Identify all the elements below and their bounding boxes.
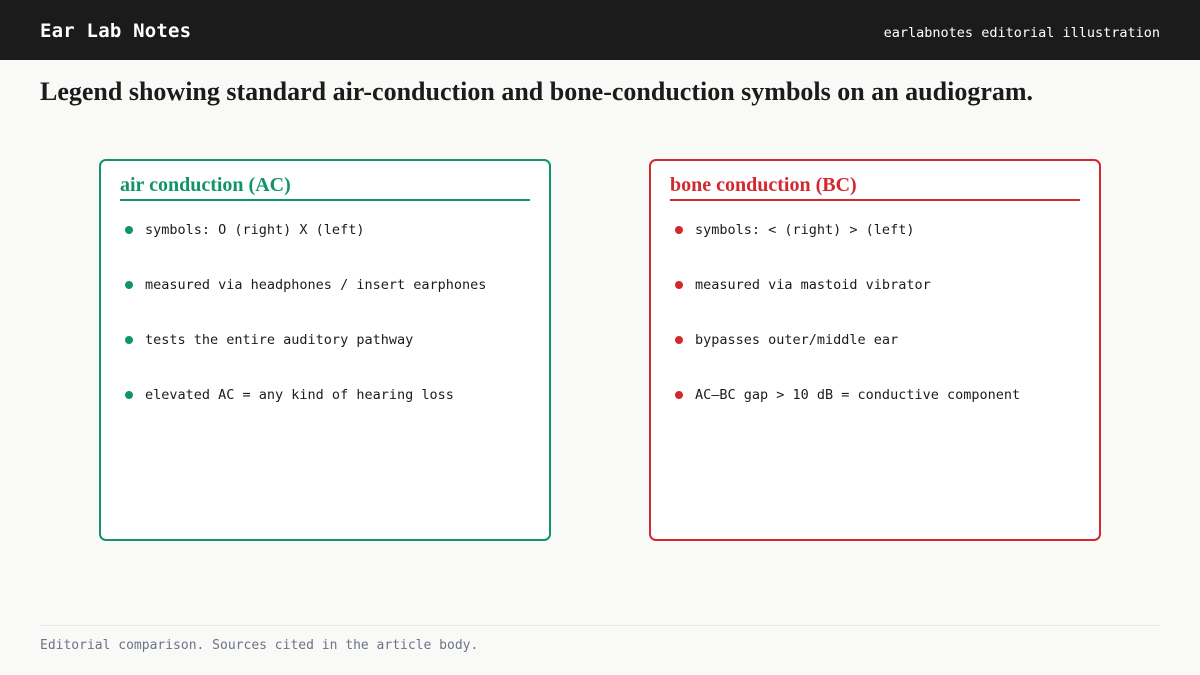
page-title: Legend showing standard air-conduction and bone-conduction symbols on an audiogram. [40, 77, 1034, 106]
bullet-dot-icon [675, 336, 683, 344]
list-item-text: measured via headphones / insert earphones [145, 277, 487, 293]
bullet-dot-icon [675, 281, 683, 289]
bullet-dot-icon [675, 391, 683, 399]
list-item-text: symbols: O (right) X (left) [145, 222, 365, 238]
header-bar [0, 0, 1200, 60]
list-item-text: bypasses outer/middle ear [695, 332, 899, 348]
list-item-text: elevated AC = any kind of hearing loss [145, 387, 454, 403]
bullet-dot-icon [125, 391, 133, 399]
list-item-text: measured via mastoid vibrator [695, 277, 931, 293]
bullet-dot-icon [125, 226, 133, 234]
illustration-credit: earlabnotes editorial illustration [883, 25, 1160, 41]
air-conduction-panel [99, 159, 551, 541]
site-brand: Ear Lab Notes [40, 20, 192, 42]
bullet-dot-icon [675, 226, 683, 234]
list-item-text: tests the entire auditory pathway [145, 332, 414, 348]
bone-conduction-panel [649, 159, 1101, 541]
footer-note: Editorial comparison. Sources cited in the article body. [40, 638, 479, 653]
footer-divider [40, 625, 1160, 626]
bullet-dot-icon [125, 281, 133, 289]
bullet-dot-icon [125, 336, 133, 344]
list-item-text: symbols: < (right) > (left) [695, 222, 915, 238]
air-conduction-title: air conduction (AC) [120, 173, 530, 201]
list-item-text: AC–BC gap > 10 dB = conductive component [695, 387, 1021, 403]
bone-conduction-title: bone conduction (BC) [670, 173, 1080, 201]
